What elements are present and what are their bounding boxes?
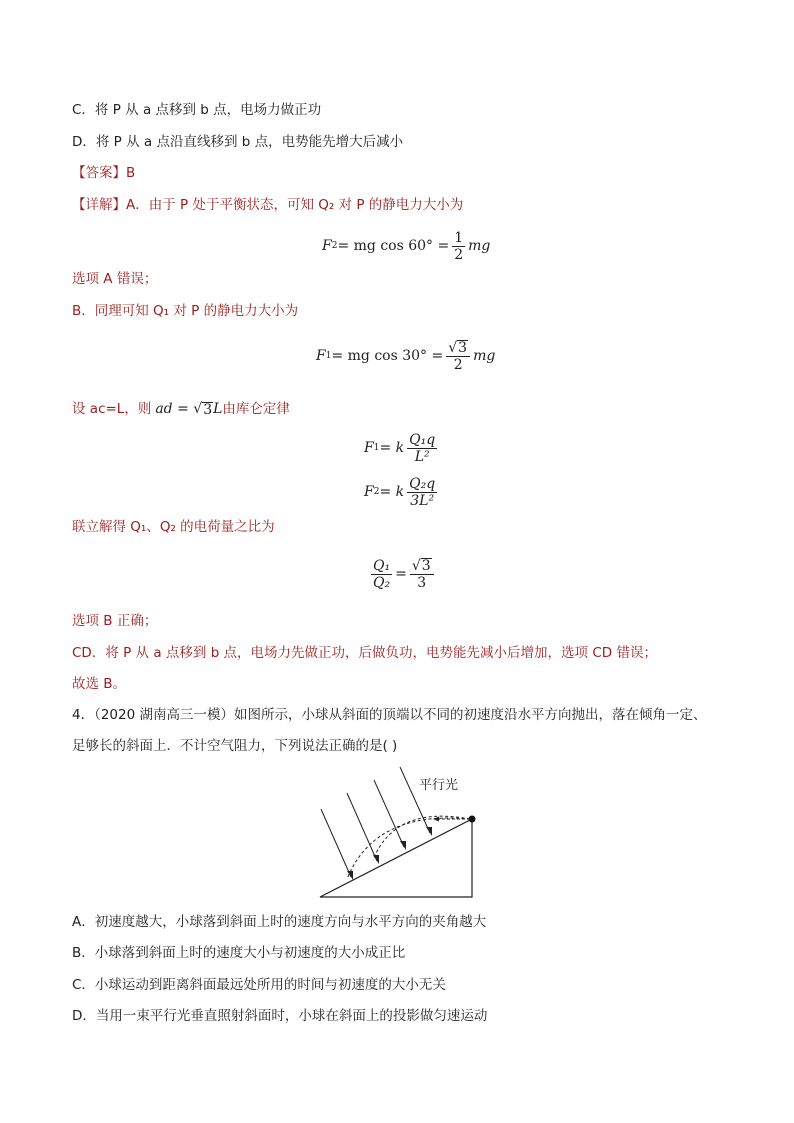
detail-a-text: P 处于平衡状态，可知 Q₂ 对 P 的静电力大小为 <box>180 197 464 213</box>
q4-option-b: B．小球落到斜面上时的速度大小与初速度的大小成正比 <box>72 945 406 961</box>
q4-option-c: C．小球运动到距离斜面最远处所用的时间与初速度的大小无关 <box>72 977 446 993</box>
eq-f2-rhs: mg <box>468 238 491 254</box>
eq-f2-fraction <box>452 230 465 263</box>
eq-ratio-right <box>410 558 434 591</box>
incline-figure <box>315 765 485 901</box>
set-line <box>72 400 290 418</box>
detail-line-a <box>72 196 463 214</box>
eq-c2-den: 3L² <box>410 492 435 509</box>
eq-c2-num: Q₂q <box>409 475 436 492</box>
set-eq-root: 3 <box>203 402 213 418</box>
prev-option-c: C．将 P 从 a 点移到 b 点，电场力做正功 <box>72 102 322 118</box>
eq-f1-fraction <box>446 340 470 373</box>
q4-stem-line2: 足够长的斜面上．不计空气阻力，下列说法正确的是( ) <box>72 738 398 754</box>
prev-option-d: D．将 P 从 a 点沿直线移到 b 点，电势能先增大后减小 <box>72 134 404 150</box>
eq-f1-lhs: F <box>316 348 326 364</box>
set-eq-rhs: L <box>213 401 223 417</box>
eq-ratio-rden: 3 <box>417 574 427 591</box>
detail-line-b: B．同理可知 Q₁ 对 P 的静电力大小为 <box>72 303 299 319</box>
eq-c2-k: = k <box>379 484 405 500</box>
eq-ratio-den: Q₂ <box>373 574 391 591</box>
eq-f2-den: 2 <box>454 246 464 263</box>
set-equation: ad = √ 3 L <box>155 401 223 418</box>
set-eq-lhs: ad = <box>155 401 194 417</box>
eq-c2-sub: 2 <box>373 487 380 497</box>
set-pre: 设 ac=L，则 <box>72 401 152 417</box>
eq-f1-den: 2 <box>453 356 463 373</box>
eq-f1-root: 3 <box>458 339 468 356</box>
q4-option-a: A．初速度越大，小球落到斜面上时的速度方向与水平方向的夹角越大 <box>72 914 487 930</box>
equation-f1 <box>316 334 495 378</box>
eq-c1-fraction <box>407 432 437 465</box>
figure-label: 平行光 <box>419 778 459 793</box>
eq-f1-mid: = mg cos 30° = <box>331 348 444 364</box>
eq-f2-sub: 2 <box>331 241 338 251</box>
eq-f2-lhs: F <box>322 238 332 254</box>
eq-ratio-root: 3 <box>421 557 431 574</box>
conclusion-a: 选项 A 错误； <box>72 271 158 287</box>
set-post: 由库仑定律 <box>222 401 290 417</box>
equation-ratio <box>368 552 437 596</box>
eq-c1-lhs: F <box>364 440 374 456</box>
conclusion-cd: CD．将 P 从 a 点移到 b 点，电场力先做正功，后做负功，电势能先减小后增加，选项 CD 错误； <box>72 645 657 661</box>
eq-c2-fraction <box>407 476 437 509</box>
eq-f1-sub: 1 <box>325 351 332 361</box>
equation-f2 <box>322 226 490 266</box>
detail-prefix: 【详解】A．由于 <box>72 197 181 213</box>
q4-stem-line1: 4．（2020 湖南高三一模）如图所示，小球从斜面的顶端以不同的初速度沿水平方向抛出，落在倾角一定、 <box>72 707 707 723</box>
eq-c2-lhs: F <box>364 484 374 500</box>
eq-c1-num: Q₁q <box>409 431 436 448</box>
eq-c1-sub: 1 <box>373 443 380 453</box>
q4-option-d: D．当用一束平行光垂直照射斜面时，小球在斜面上的投影做匀速运动 <box>72 1008 488 1024</box>
eq-f1-rhs: mg <box>473 348 496 364</box>
eq-f1-num: √ 3 <box>446 340 470 357</box>
conclusion-b: 选项 B 正确； <box>72 613 158 629</box>
eq-ratio-left <box>371 558 392 591</box>
eq-ratio-eq: = <box>395 566 407 582</box>
eq-f2-num: 1 <box>454 229 464 246</box>
trajectory-1 <box>373 816 470 860</box>
eq-c1-k: = k <box>379 440 405 456</box>
eq-c1-den: L² <box>414 448 430 465</box>
answer-label: 【答案】B <box>72 165 136 181</box>
solve-line: 联立解得 Q₁、Q₂ 的电荷量之比为 <box>72 519 275 535</box>
eq-f2-mid: = mg cos 60° = <box>337 238 450 254</box>
final-answer: 故选 B。 <box>72 676 127 692</box>
eq-ratio-rnum: √ 3 <box>410 558 434 575</box>
trajectory-2 <box>347 818 470 879</box>
equation-coulomb-f2 <box>364 472 440 512</box>
eq-ratio-num: Q₁ <box>373 557 391 574</box>
equation-coulomb-f1 <box>364 428 440 468</box>
